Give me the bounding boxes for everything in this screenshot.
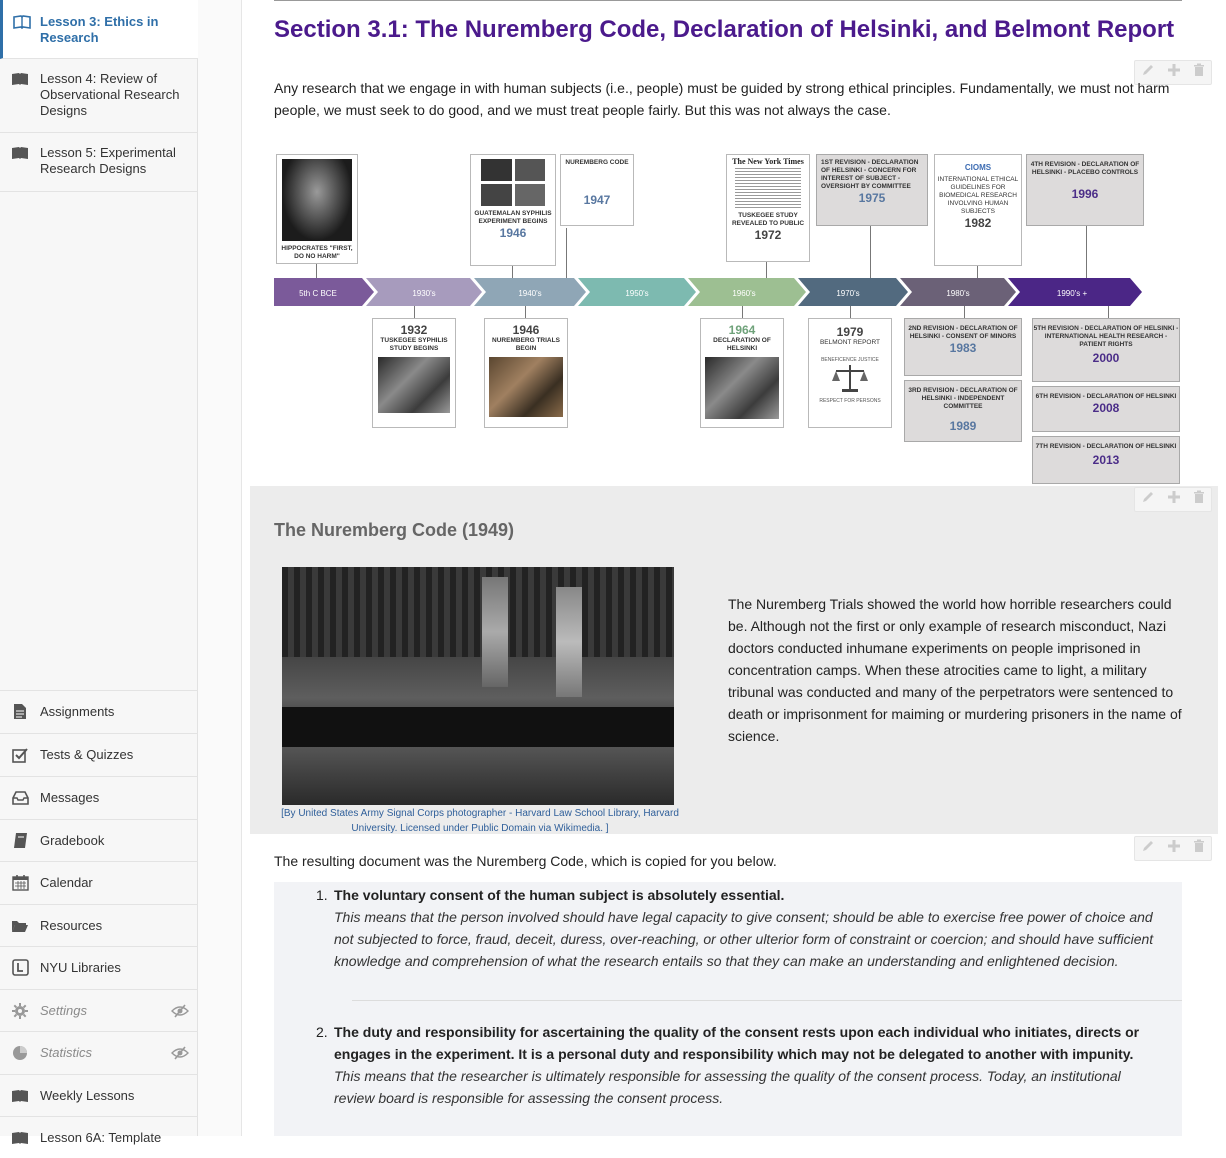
- tool-label: Assignments: [40, 704, 115, 719]
- sidebar-lesson-3[interactable]: [0, 0, 198, 59]
- hidden-eye-icon: [168, 1004, 192, 1018]
- section-heading: The Nuremberg Code (1949): [274, 520, 515, 540]
- nuremberg-code-list: [274, 882, 1182, 1136]
- newspaper-masthead: The New York Times: [732, 157, 804, 166]
- guatemalan-photos: [481, 159, 545, 206]
- document-icon: [0, 703, 40, 720]
- timeline-year: 1989: [949, 419, 977, 433]
- timeline-caption: HIPPOCRATES "FIRST, DO NO HARM": [281, 245, 353, 260]
- list-item: [316, 884, 1164, 972]
- divider: [352, 1000, 1182, 1001]
- sidebar-lesson-4[interactable]: [0, 59, 198, 133]
- library-icon: [0, 959, 40, 976]
- timeline-caption: 2ND REVISION - DECLARATION OF HELSINKI - CONSENT OF MINORS: [908, 325, 1018, 340]
- tool-assignments[interactable]: [0, 690, 198, 732]
- book-icon: [0, 145, 40, 160]
- timeline-helsinki-rev7: [1032, 436, 1180, 484]
- timeline-helsinki-rev3: [904, 380, 1022, 442]
- timeline-caption: 5TH REVISION - DECLARATION OF HELSINKI - INTERNATIONAL HEALTH RESEARCH - PATIENT RIGHTS: [1033, 325, 1179, 348]
- timeline-caption: 6TH REVISION - DECLARATION OF HELSINKI: [1035, 393, 1177, 400]
- book-icon: [3, 14, 40, 29]
- add-icon[interactable]: [1167, 490, 1181, 509]
- add-icon[interactable]: [1167, 839, 1181, 858]
- era-label: 5th C BCE: [299, 289, 337, 298]
- list-number: 1.: [316, 887, 328, 903]
- divider: [274, 0, 1182, 1]
- timeline-year: 2013: [1092, 453, 1120, 467]
- timeline-year: 2000: [1092, 351, 1120, 365]
- tool-label: Gradebook: [40, 833, 105, 848]
- code-explanation: This means that the researcher is ultimately responsible for assessing the quality of the consent process. Today, an institutional review board is responsible for assessing the consent process.: [334, 1068, 1121, 1106]
- tool-label: Settings: [40, 1003, 87, 1018]
- tool-resources[interactable]: [0, 904, 198, 946]
- era-band: [274, 278, 1144, 306]
- helsinki-photo: [705, 357, 779, 419]
- timeline-caption: 7TH REVISION - DECLARATION OF HELSINKI: [1035, 443, 1177, 450]
- ethics-timeline: [274, 150, 1182, 435]
- timeline-year: 1975: [858, 191, 886, 205]
- book-icon: [0, 1131, 40, 1145]
- timeline-year: 1947: [583, 193, 611, 207]
- tool-lesson-6a-template[interactable]: [0, 1116, 198, 1158]
- timeline-year: 1996: [1071, 187, 1099, 201]
- code-explanation: This means that the person involved should have legal capacity to give consent; should be able to exercise free power of choice and not subjected to force, fraud, deceit, duress, over-reaching, or other ulterior form of constraint or coercion; and should have sufficient knowledge and comprehension of what the research entails so that they can make an understanding and enlightened decision.: [334, 909, 1154, 969]
- timeline-year: 1983: [949, 341, 977, 355]
- tool-label: Weekly Lessons: [40, 1088, 135, 1103]
- timeline-caption: INTERNATIONAL ETHICAL GUIDELINES FOR BIOMEDICAL RESEARCH INVOLVING HUMAN SUBJECTS: [937, 176, 1019, 215]
- page-title: Section 3.1: The Nuremberg Code, Declaration of Helsinki, and Belmont Report: [274, 16, 1175, 43]
- timeline-year: 2008: [1092, 401, 1120, 415]
- timeline-year: 1964: [728, 323, 756, 337]
- sidebar-lesson-label: Lesson 4: Review of Observational Research Designs: [40, 71, 180, 118]
- calendar-icon: [0, 874, 40, 891]
- timeline-caption: DECLARATION OF HELSINKI: [713, 337, 771, 352]
- timeline-helsinki-rev4: [1026, 154, 1144, 226]
- tool-label: Tests & Quizzes: [40, 747, 134, 762]
- tool-calendar[interactable]: [0, 861, 198, 903]
- tool-weekly-lessons[interactable]: [0, 1074, 198, 1116]
- tool-label: NYU Libraries: [40, 960, 121, 975]
- nuremberg-trial-photo: [282, 567, 674, 805]
- image-caption-link[interactable]: [By United States Army Signal Corps photographer - Harvard Law School Library, Harvard University. Licensed under Public Domain via Wikimedia. ]: [281, 808, 679, 834]
- gradebook-icon: [0, 832, 40, 849]
- timeline-year: 1979: [836, 325, 864, 339]
- timeline-helsinki-rev1: [816, 154, 928, 226]
- trash-icon[interactable]: [1193, 63, 1205, 82]
- timeline-caption: NUREMBERG CODE: [565, 159, 629, 166]
- timeline-caption: NUREMBERG TRIALS BEGIN: [492, 337, 560, 352]
- nuremberg-trials-photo: [489, 357, 563, 417]
- tool-messages[interactable]: [0, 776, 198, 818]
- sidebar: [0, 0, 198, 1145]
- timeline-year: 1932: [400, 323, 428, 337]
- timeline-caption: TUSKEGEE STUDY REVEALED TO PUBLIC: [731, 212, 805, 227]
- timeline-caption: TUSKEGEE SYPHILIS STUDY BEGINS: [380, 337, 448, 352]
- hippocrates-statue-image: [282, 159, 352, 241]
- timeline-cioms: [934, 154, 1022, 266]
- belmont-respect: RESPECT FOR PERSONS: [819, 398, 881, 404]
- intro-paragraph: Any research that we engage in with human subjects (i.e., people) must be guided by strong ethical principles. Fundamentally, we must not harm people, we must seek to do good, and we must treat people fairly. But this was not always the case.: [274, 80, 1170, 118]
- list-item: [316, 1021, 1164, 1109]
- tool-label: Resources: [40, 918, 103, 933]
- newspaper-image: [735, 168, 801, 210]
- folder-icon: [0, 919, 40, 933]
- era-label: 1980's: [946, 289, 970, 298]
- timeline-tuskegee-revealed: [726, 154, 810, 262]
- main-content: [242, 0, 1226, 1136]
- timeline-caption: 1ST REVISION - DECLARATION OF HELSINKI - CONCERN FOR INTEREST OF SUBJECT - OVERSIGHT BY COMMITTEE: [821, 159, 919, 190]
- tool-tests-quizzes[interactable]: [0, 733, 198, 775]
- book-icon: [0, 71, 40, 86]
- era-label: 1930's: [412, 289, 436, 298]
- sidebar-lesson-5[interactable]: [0, 133, 198, 192]
- code-principle: The voluntary consent of the human subject is absolutely essential.: [334, 887, 785, 903]
- timeline-helsinki-rev6: [1032, 386, 1180, 432]
- belmont-principles: BENEFICENCE JUSTICE: [821, 357, 879, 363]
- timeline-year: 1946: [499, 226, 527, 240]
- pie-chart-icon: [0, 1045, 40, 1061]
- checkbox-icon: [0, 747, 40, 763]
- era-label: 1960's: [732, 289, 756, 298]
- timeline-guatemalan: [470, 154, 556, 266]
- timeline-helsinki-rev2: [904, 318, 1022, 376]
- timeline-caption: 4TH REVISION - DECLARATION OF HELSINKI - PLACEBO CONTROLS: [1030, 161, 1140, 176]
- pencil-icon[interactable]: [1141, 839, 1155, 858]
- era-label: 1990's +: [1056, 289, 1088, 298]
- timeline-tuskegee-begins: [372, 318, 456, 428]
- tool-settings[interactable]: [0, 989, 198, 1031]
- timeline-hippocrates: [276, 154, 358, 264]
- sidebar-lesson-label: Lesson 3: Ethics in Research: [40, 14, 159, 45]
- code-principle: The duty and responsibility for ascertaining the quality of the consent rests upon each individual who initiates, directs or engages in the experiment. It is a personal duty and responsibility which may not be delegated to another with impunity.: [334, 1024, 1140, 1062]
- tool-label: Calendar: [40, 875, 93, 890]
- hidden-eye-icon: [168, 1046, 192, 1060]
- inbox-icon: [0, 791, 40, 805]
- gutter: [198, 0, 242, 1136]
- cioms-logo: CIOMS: [964, 163, 992, 172]
- tool-statistics[interactable]: [0, 1031, 198, 1073]
- timeline-year: 1982: [964, 216, 992, 230]
- nuremberg-paragraph: The Nuremberg Trials showed the world how horrible researchers could be. Although not the first or only example of research misconduct, Nazi doctors conducted inhumane experiments on people imprisoned in concentration camps. When these atrocities came to light, a military tribunal was conducted and many of the perpetrators were sentenced to death or imprisonment for maiming or murdering prisoners in the name of science.: [728, 596, 1182, 744]
- item-edit-toolbar: [1134, 836, 1212, 861]
- timeline-year: 1972: [754, 228, 782, 242]
- book-icon: [0, 1089, 40, 1103]
- list-number: 2.: [316, 1024, 328, 1040]
- timeline-helsinki-rev5: [1032, 318, 1180, 382]
- pencil-icon[interactable]: [1141, 490, 1155, 509]
- gear-icon: [0, 1003, 40, 1019]
- tool-gradebook[interactable]: [0, 819, 198, 861]
- trash-icon[interactable]: [1193, 490, 1205, 509]
- era-label: 1970's: [836, 289, 860, 298]
- timeline-year: 1946: [512, 323, 540, 337]
- result-paragraph: The resulting document was the Nuremberg Code, which is copied for you below.: [274, 853, 777, 869]
- tool-label: Lesson 6A: Template: [40, 1130, 162, 1145]
- era-label: 1940's: [518, 289, 542, 298]
- era-label: 1950's: [625, 289, 649, 298]
- timeline-caption: GUATEMALAN SYPHILIS EXPERIMENT BEGINS: [474, 210, 552, 225]
- tool-label: Statistics: [40, 1045, 93, 1060]
- scales-icon: [830, 363, 870, 393]
- item-edit-toolbar: [1134, 487, 1212, 512]
- sidebar-lesson-label: Lesson 5: Experimental Research Designs: [40, 145, 176, 176]
- timeline-nuremberg-trials: [484, 318, 568, 428]
- timeline-caption: BELMONT REPORT: [819, 339, 881, 346]
- timeline-belmont: [808, 318, 892, 428]
- timeline-nuremberg-code: [560, 154, 634, 226]
- tuskegee-photo: [378, 357, 450, 413]
- timeline-helsinki-1964: [700, 318, 784, 428]
- tool-nyu-libraries[interactable]: [0, 946, 198, 988]
- tool-label: Messages: [40, 790, 100, 805]
- trash-icon[interactable]: [1193, 839, 1205, 858]
- timeline-caption: 3RD REVISION - DECLARATION OF HELSINKI - INDEPENDENT COMMITTEE: [908, 387, 1018, 410]
